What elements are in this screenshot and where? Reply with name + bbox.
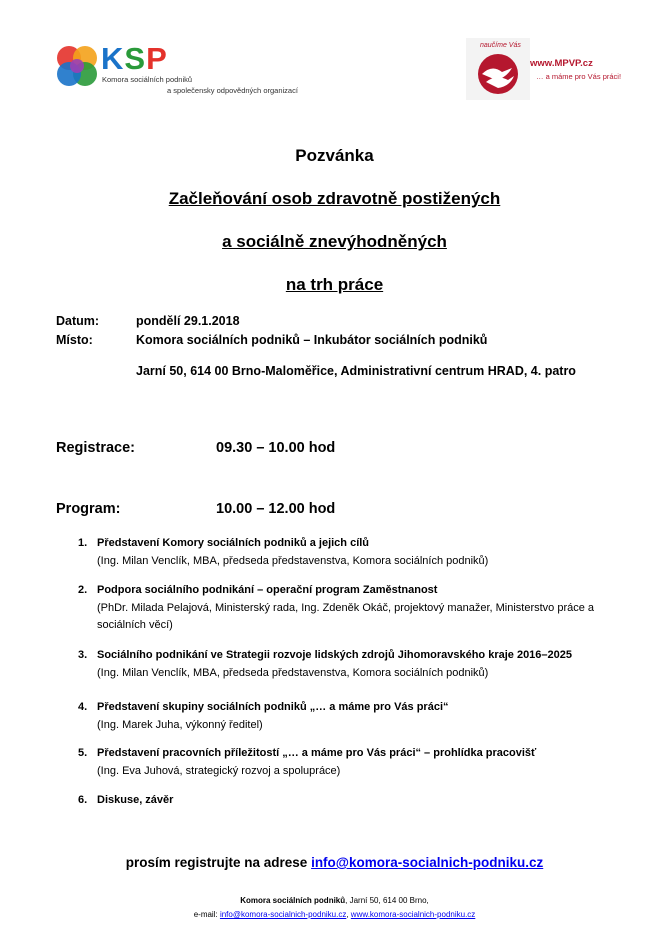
item-number: 2.: [78, 584, 88, 596]
ksp-wordmark: KSP: [101, 41, 168, 76]
date-label: Datum:: [56, 314, 100, 328]
registration-email-link[interactable]: info@komora-socialnich-podniku.cz: [311, 855, 544, 870]
ksp-flower-icon: [55, 44, 99, 88]
item-title: Podpora sociálního podnikání – operační program Zaměstnanost: [97, 584, 438, 596]
title-line-1: Začleňování osob zdravotně postižených: [168, 189, 501, 208]
item-desc: (Ing. Eva Juhová, strategický rozvoj a spolupráce): [97, 765, 341, 777]
item-desc: (Ing. Milan Venclík, MBA, předseda představenstva, Komora sociálních podniků): [97, 555, 489, 567]
item-title: Představení skupiny sociálních podniků „… a máme pro Vás práci“: [97, 701, 449, 713]
date-value: pondělí 29.1.2018: [136, 314, 240, 328]
place-value: Komora sociálních podniků – Inkubátor sociálních podniků: [136, 333, 488, 347]
footer-contacts: e-mail: info@komora-socialnich-podniku.cz, www.komora-socialnich-podniku.cz: [193, 910, 476, 919]
item-title: Diskuse, závěr: [97, 794, 174, 806]
registration-label: Registrace:: [56, 440, 135, 456]
item-desc: (Ing. Marek Juha, výkonný ředitel): [97, 719, 263, 731]
footer-email-link[interactable]: info@komora-socialnich-podniku.cz: [219, 910, 347, 919]
title-line-3: na trh práce: [285, 275, 384, 294]
item-title: Představení pracovních příležitostí „… a máme pro Vás práci“ – prohlídka pracovišť: [97, 747, 537, 759]
address-value: Jarní 50, 614 00 Brno-Maloměřice, Administrativní centrum HRAD, 4. patro: [136, 364, 576, 378]
item-number: 5.: [78, 747, 88, 759]
place-label: Místo:: [56, 333, 93, 347]
item-title: Představení Komory sociálních podniků a jejich cílů: [97, 537, 370, 549]
footer-address: Komora sociálních podniků, Jarní 50, 614 00 Brno,: [240, 896, 429, 905]
item-desc: (Ing. Milan Venclík, MBA, předseda představenstva, Komora sociálních podniků): [97, 667, 489, 679]
registration-note: prosím registrujte na adrese info@komora-socialnich-podniku.cz: [125, 855, 544, 870]
ksp-logo: [55, 41, 298, 98]
mpvp-arc-text: naučíme Vás: [480, 42, 521, 49]
item-number: 6.: [78, 794, 88, 806]
ksp-subtitle-2: a společensky odpovědných organizací: [167, 86, 298, 95]
footer-web-link[interactable]: www.komora-socialnich-podniku.cz: [350, 910, 476, 919]
footer-org-name: Komora sociálních podniků: [240, 896, 346, 905]
registration-time: 09.30 – 10.00 hod: [216, 440, 336, 456]
title-line-2: a sociálně znevýhodněných: [222, 232, 447, 251]
item-title: Sociálního podnikání ve Strategii rozvoje lidských zdrojů Jihomoravského kraje 2016–2025: [97, 649, 573, 661]
mpvp-tagline: … a máme pro Vás práci!: [536, 72, 622, 81]
item-desc: (PhDr. Milada Pelajová, Ministerský rada, Ing. Zdeněk Okáč, projektový manažer, Ministerstvo práce a sociálních věcí): [97, 602, 595, 631]
item-number: 4.: [78, 701, 88, 713]
item-number: 3.: [78, 649, 88, 661]
ksp-subtitle-1: Komora sociálních podniků: [102, 75, 193, 84]
mpvp-logo: [466, 38, 622, 100]
item-number: 1.: [78, 537, 88, 549]
program-time: 10.00 – 12.00 hod: [216, 501, 336, 517]
program-label: Program:: [56, 501, 121, 517]
mpvp-url: www.MPVP.cz: [530, 58, 593, 69]
invitation-heading: Pozvánka: [295, 146, 374, 165]
